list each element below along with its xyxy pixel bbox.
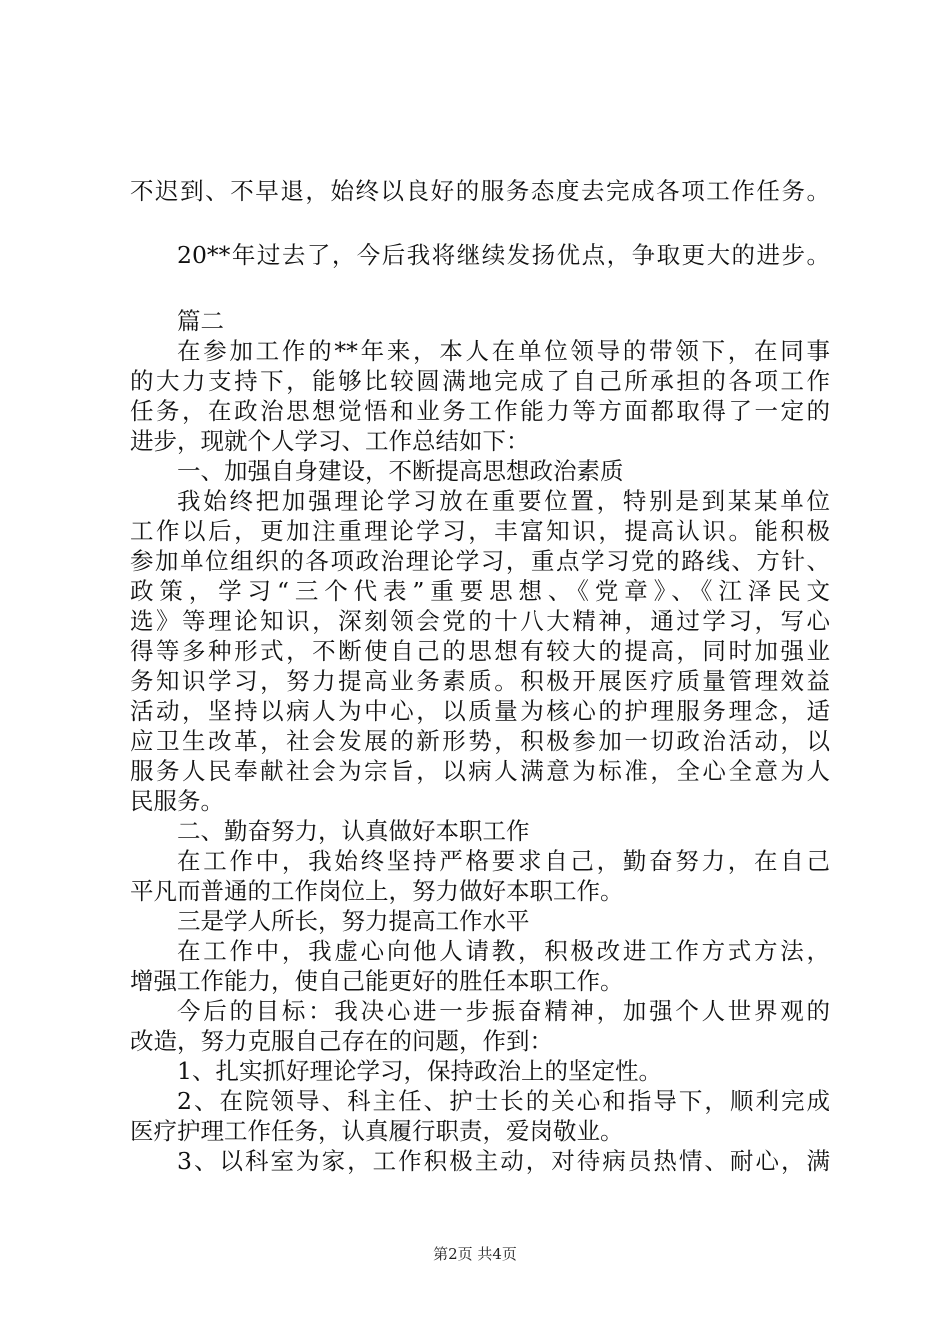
list-item: 1、扎实抓好理论学习，保持政治上的坚定性。 [177,1057,662,1085]
paragraph-line: 进步，现就个人学习、工作总结如下： [130,427,530,455]
paragraph-line: 的大力支持下，能够比较圆满地完成了自己所承担的各项工作 [130,367,830,395]
paragraph-line: 今后的目标：我决心进一步振奋精神，加强个人世界观的 [177,997,830,1025]
paragraph-line: 政策，学习“三个代表”重要思想、《党章》、《江泽民文 [130,577,830,605]
paragraph-line: 增强工作能力，使自己能更好的胜任本职工作。 [130,967,624,995]
heading-line: 三是学人所长，努力提高工作水平 [177,907,530,935]
paragraph-line: 医疗护理工作任务，认真履行职责，爱岗敬业。 [130,1117,624,1145]
paragraph-line: 平凡而普通的工作岗位上，努力做好本职工作。 [130,877,624,905]
paragraph-line: 得等多种形式，不断使自己的思想有较大的提高，同时加强业 [130,637,830,665]
paragraph-line: 务知识学习，努力提高业务素质。积极开展医疗质量管理效益 [130,667,830,695]
paragraph-line: 工作以后，更加注重理论学习，丰富知识，提高认识。能积极 [130,517,830,545]
paragraph-line: 活动，坚持以病人为中心，以质量为核心的护理服务理念，适 [130,697,830,725]
page-number-footer: 第2页 共4页 [433,1245,517,1263]
paragraph-line: 我始终把加强理论学习放在重要位置，特别是到某某单位 [177,487,830,515]
paragraph-line: 民服务。 [130,787,224,815]
paragraph-line: 改造，努力克服自己存在的问题，作到： [130,1027,553,1055]
paragraph-line: 参加单位组织的各项政治理论学习，重点学习党的路线、方针、 [130,547,830,575]
list-item: 2、在院领导、科主任、护士长的关心和指导下，顺利完成 [177,1087,830,1115]
paragraph-line: 服务人民奉献社会为宗旨，以病人满意为标准，全心全意为人 [130,757,830,785]
section-title: 篇二 [177,307,224,335]
paragraph-line: 不迟到、不早退，始终以良好的服务态度去完成各项工作任务。 [130,177,830,205]
paragraph-line: 在工作中，我始终坚持严格要求自己，勤奋努力，在自己 [177,847,830,875]
paragraph-line: 应卫生改革，社会发展的新形势，积极参加一切政治活动，以 [130,727,830,755]
heading-line: 一、加强自身建设，不断提高思想政治素质 [177,457,624,485]
paragraph-line: 选》等理论知识，深刻领会党的十八大精神，通过学习，写心 [130,607,830,635]
paragraph-line: 20**年过去了，今后我将继续发扬优点，争取更大的进步。 [177,241,830,269]
paragraph-line: 在工作中，我虚心向他人请教，积极改进工作方式方法， [177,937,830,965]
paragraph-line: 在参加工作的**年来，本人在单位领导的带领下，在同事 [177,337,830,365]
paragraph-line: 任务，在政治思想觉悟和业务工作能力等方面都取得了一定的 [130,397,830,425]
heading-line: 二、勤奋努力，认真做好本职工作 [177,817,530,845]
list-item: 3、以科室为家，工作积极主动，对待病员热情、耐心，满 [177,1147,830,1175]
